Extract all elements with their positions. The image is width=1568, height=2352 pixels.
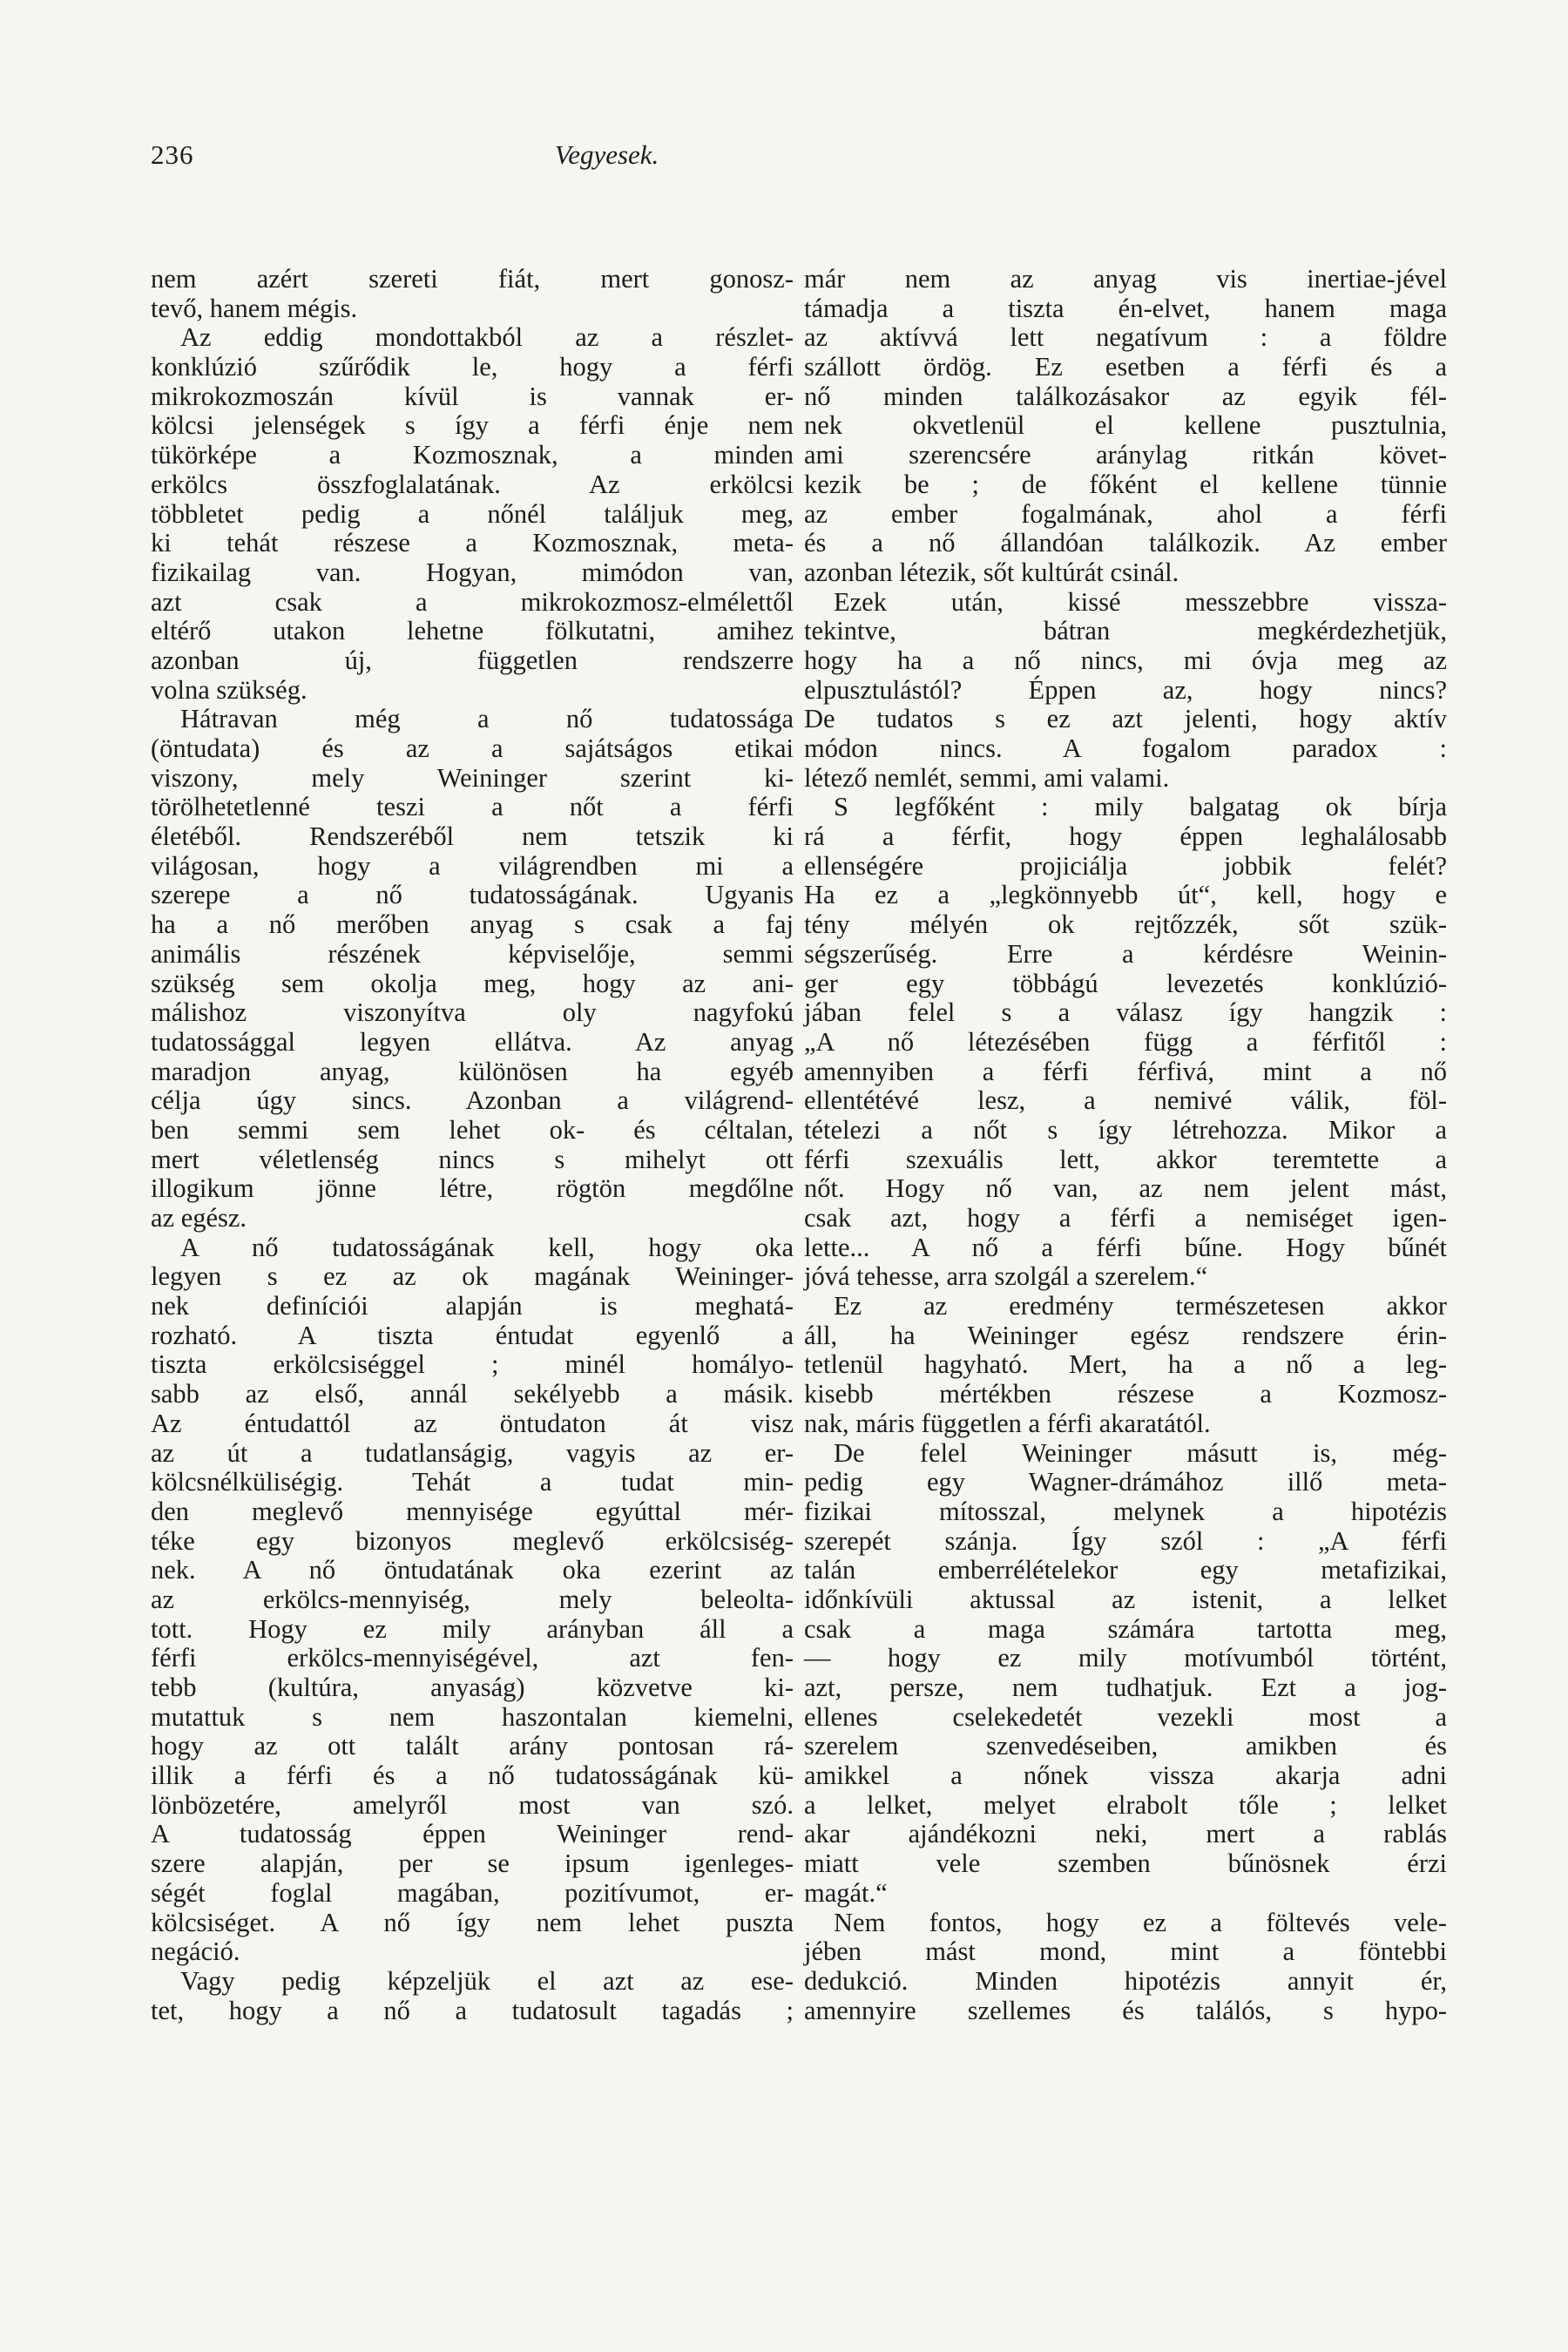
text-line: jében mást mond, mint a föntebbi xyxy=(804,1936,1447,1967)
text-line: a lelket, melyet elrabolt tőle ; lelket xyxy=(804,1789,1447,1820)
text-line: létező nemlét, semmi, ami valami. xyxy=(804,762,1170,793)
text-line: kölcsi jelenségek s így a férfi énje nem xyxy=(151,410,794,441)
text-line: törölhetetlenné teszi a nőt a férfi xyxy=(151,792,794,822)
text-line: dedukció. Minden hipotézis annyit ér, xyxy=(804,1965,1447,1996)
text-line: volna szükség. xyxy=(151,674,308,705)
text-line: tekintve, bátran megkérdezhetjük, xyxy=(804,616,1447,646)
text-line: fizikai mítosszal, melynek a hipotézis xyxy=(804,1496,1447,1526)
text-line: csak azt, hogy a férfi a nemiséget igen- xyxy=(804,1203,1447,1233)
text-line: (öntudata) és az a sajátságos etikai xyxy=(151,733,794,763)
text-line: erkölcs összfoglalatának. Az erkölcsi xyxy=(151,469,794,499)
text-line: tudatossággal legyen ellátva. Az anyag xyxy=(151,1026,794,1057)
text-line: mert véletlenség nincs s mihelyt ott xyxy=(151,1144,794,1174)
text-line: eltérő utakon lehetne fölkutatni, amihez xyxy=(151,616,794,646)
text-line: negáció. xyxy=(151,1936,240,1967)
text-line: Ha ez a „legkönnyebb út“, kell, hogy e xyxy=(804,880,1447,910)
running-title: Vegyesek. xyxy=(554,139,659,170)
text-line: szere alapján, per se ipsum igenleges- xyxy=(151,1848,794,1879)
text-line: amennyiben a férfi férfivá, mint a nő xyxy=(804,1056,1447,1086)
text-line: den meglevő mennyisége egyúttal mér- xyxy=(151,1496,794,1526)
text-line: Az eddig mondottakból az a részlet- xyxy=(180,322,794,353)
text-line: az erkölcs-mennyiség, mely beleolta- xyxy=(151,1584,794,1614)
text-line: ségszerűség. Erre a kérdésre Weinin- xyxy=(804,938,1447,969)
text-line: már nem az anyag vis inertiae-jével xyxy=(804,264,1447,294)
text-line: fizikailag van. Hogyan, mimódon van, xyxy=(151,557,794,587)
text-line: akar ajándékozni neki, mert a rablás xyxy=(804,1819,1447,1849)
text-line: férfi szexuális lett, akkor teremtette a xyxy=(804,1144,1447,1174)
text-line: szükség sem okolja meg, hogy az ani- xyxy=(151,968,794,998)
text-line: S legfőként : mily balgatag ok bírja xyxy=(834,792,1447,822)
text-line: szerepe a nő tudatosságának. Ugyanis xyxy=(151,880,794,910)
text-line: maradjon anyag, különösen ha egyéb xyxy=(151,1056,794,1086)
text-line: De tudatos s ez azt jelenti, hogy aktív xyxy=(804,704,1447,734)
text-line: Hátravan még a nő tudatossága xyxy=(180,704,794,734)
text-line: tevő, hanem mégis. xyxy=(151,293,358,323)
text-line: tény mélyén ok rejtőzzék, sőt szük- xyxy=(804,909,1447,940)
text-line: az aktívvá lett negatívum : a földre xyxy=(804,322,1447,353)
text-line: talán emberrélételekor egy metafizikai, xyxy=(804,1555,1447,1585)
text-line: ellentétévé lesz, a nemivé válik, föl- xyxy=(804,1085,1447,1116)
text-line: jában felel s a válasz így hangzik : xyxy=(804,997,1447,1028)
text-line: kisebb mértékben részese a Kozmosz- xyxy=(804,1379,1447,1409)
text-line: pedig egy Wagner-drámához illő meta- xyxy=(804,1467,1447,1497)
text-line: legyen s ez az ok magának Weininger- xyxy=(151,1261,794,1292)
text-line: ségét foglal magában, pozitívumot, er- xyxy=(151,1877,794,1908)
text-line: rá a férfit, hogy éppen leghalálosabb xyxy=(804,821,1447,852)
text-line: hogy az ott talált arány pontosan rá- xyxy=(151,1731,794,1761)
text-line: szállott ördög. Ez esetben a férfi és a xyxy=(804,352,1447,382)
text-line: kölcsnélküliségig. Tehát a tudat min- xyxy=(151,1467,794,1497)
text-line: világosan, hogy a világrendben mi a xyxy=(151,850,794,881)
text-line: ellenes cselekedetét vezekli most a xyxy=(804,1701,1447,1732)
text-line: férfi erkölcs-mennyiségével, azt fen- xyxy=(151,1643,794,1673)
text-line: kölcsiséget. A nő így nem lehet puszta xyxy=(151,1907,794,1937)
text-line: illik a férfi és a nő tudatosságának kü- xyxy=(151,1761,794,1791)
page-number: 236 xyxy=(151,139,194,170)
text-line: Ez az eredmény természetesen akkor xyxy=(834,1291,1447,1321)
text-line: A nő tudatosságának kell, hogy oka xyxy=(180,1232,794,1262)
text-line: magát.“ xyxy=(804,1877,888,1908)
text-line: tott. Hogy ez mily arányban áll a xyxy=(151,1613,794,1644)
text-line: azonban új, független rendszerre xyxy=(151,645,794,675)
text-line: mutattuk s nem haszontalan kiemelni, xyxy=(151,1701,794,1732)
text-line: ami szerencsére aránylag ritkán követ- xyxy=(804,440,1447,470)
text-line: szerepét szánja. Így szól : „A férfi xyxy=(804,1525,1447,1556)
text-line: módon nincs. A fogalom paradox : xyxy=(804,733,1447,763)
text-line: hogy ha a nő nincs, mi óvja meg az xyxy=(804,645,1447,675)
page-header xyxy=(151,139,1063,178)
text-line: Ezek után, kissé messzebbre vissza- xyxy=(834,586,1447,617)
text-line: ellenségére projiciálja jobbik felét? xyxy=(804,850,1447,881)
text-line: ben semmi sem lehet ok- és céltalan, xyxy=(151,1114,794,1145)
text-line: tet, hogy a nő a tudatosult tagadás ; xyxy=(151,1995,794,2025)
left-text-column xyxy=(151,265,794,2025)
text-line: támadja a tiszta én-elvet, hanem maga xyxy=(804,293,1447,323)
text-line: animális részének képviselője, semmi xyxy=(151,938,794,969)
text-line: miatt vele szemben bűnösnek érzi xyxy=(804,1848,1447,1879)
text-line: jóvá tehesse, arra szolgál a szerelem.“ xyxy=(804,1261,1208,1292)
text-line: nek definíciói alapján is meghatá- xyxy=(151,1291,794,1321)
text-line: illogikum jönne létre, rögtön megdőlne xyxy=(151,1173,794,1204)
text-line: De felel Weininger másutt is, még- xyxy=(834,1437,1447,1468)
text-line: életéből. Rendszeréből nem tetszik ki xyxy=(151,821,794,852)
text-line: az ember fogalmának, ahol a férfi xyxy=(804,498,1447,529)
text-line: nem azért szereti fiát, mert gonosz- xyxy=(151,264,794,294)
text-line: az egész. xyxy=(151,1203,247,1233)
text-line: Nem fontos, hogy ez a föltevés vele- xyxy=(834,1907,1447,1937)
text-line: nek okvetlenül el kellene pusztulnia, xyxy=(804,410,1447,441)
text-line: rozható. A tiszta éntudat egyenlő a xyxy=(151,1320,794,1350)
text-line: nek. A nő öntudatának oka ezerint az xyxy=(151,1555,794,1585)
text-line: időnkívüli aktussal az istenit, a lelket xyxy=(804,1584,1447,1614)
text-line: és a nő állandóan találkozik. Az ember xyxy=(804,528,1447,558)
right-text-column xyxy=(804,265,1447,2025)
text-line: — hogy ez mily motívumból történt, xyxy=(804,1643,1447,1673)
text-line: viszony, mely Weininger szerint ki- xyxy=(151,762,794,793)
text-line: azonban létezik, sőt kultúrát csinál. xyxy=(804,557,1179,587)
text-line: málishoz viszonyítva oly nagyfokú xyxy=(151,997,794,1028)
text-line: ha a nő merőben anyag s csak a faj xyxy=(151,909,794,940)
text-line: szerelem szenvedéseiben, amikben és xyxy=(804,1731,1447,1761)
text-line: tetlenül hagyható. Mert, ha a nő a leg- xyxy=(804,1349,1447,1380)
text-line: nak, máris független a férfi akaratától. xyxy=(804,1408,1211,1438)
text-line: téke egy bizonyos meglevő erkölcsiség- xyxy=(151,1525,794,1556)
text-line: azt, persze, nem tudhatjuk. Ezt a jog- xyxy=(804,1673,1447,1702)
text-line: nőt. Hogy nő van, az nem jelent mást, xyxy=(804,1173,1447,1204)
text-line: azt csak a mikrokozmosz-elmélettől xyxy=(151,586,794,617)
text-line: ki tehát részese a Kozmosznak, meta- xyxy=(151,528,794,558)
text-line: ger egy többágú levezetés konklúzió- xyxy=(804,968,1447,998)
text-line: lönbözetére, amelyről most van szó. xyxy=(151,1789,794,1820)
text-line: kezik be ; de főként el kellene tünnie xyxy=(804,469,1447,499)
text-line: nő minden találkozásakor az egyik fél- xyxy=(804,381,1447,411)
text-line: Vagy pedig képzeljük el azt az ese- xyxy=(180,1965,794,1996)
text-line: elpusztulástól? Éppen az, hogy nincs? xyxy=(804,674,1447,705)
text-line: amikkel a nőnek vissza akarja adni xyxy=(804,1761,1447,1791)
text-line: Az éntudattól az öntudaton át visz xyxy=(151,1408,794,1438)
text-line: lette... A nő a férfi bűne. Hogy bűnét xyxy=(804,1232,1447,1262)
text-line: tételezi a nőt s így létrehozza. Mikor a xyxy=(804,1114,1447,1145)
text-line: amennyire szellemes és találós, s hypo- xyxy=(804,1995,1447,2025)
text-line: csak a maga számára tartotta meg, xyxy=(804,1613,1447,1644)
text-line: „A nő létezésében függ a férfitől : xyxy=(804,1026,1447,1057)
text-line: tebb (kultúra, anyaság) közvetve ki- xyxy=(151,1673,794,1702)
text-line: tükörképe a Kozmosznak, a minden xyxy=(151,440,794,470)
text-line: célja úgy sincs. Azonban a világrend- xyxy=(151,1085,794,1116)
text-line: konklúzió szűrődik le, hogy a férfi xyxy=(151,352,794,382)
text-line: az út a tudatlanságig, vagyis az er- xyxy=(151,1437,794,1468)
text-line: A tudatosság éppen Weininger rend- xyxy=(151,1819,794,1849)
text-line: áll, ha Weininger egész rendszere érin- xyxy=(804,1320,1447,1350)
text-line: sabb az első, annál sekélyebb a másik. xyxy=(151,1379,794,1409)
text-line: többletet pedig a nőnél találjuk meg, xyxy=(151,498,794,529)
text-line: tiszta erkölcsiséggel ; minél homályo- xyxy=(151,1349,794,1380)
text-line: mikrokozmoszán kívül is vannak er- xyxy=(151,381,794,411)
